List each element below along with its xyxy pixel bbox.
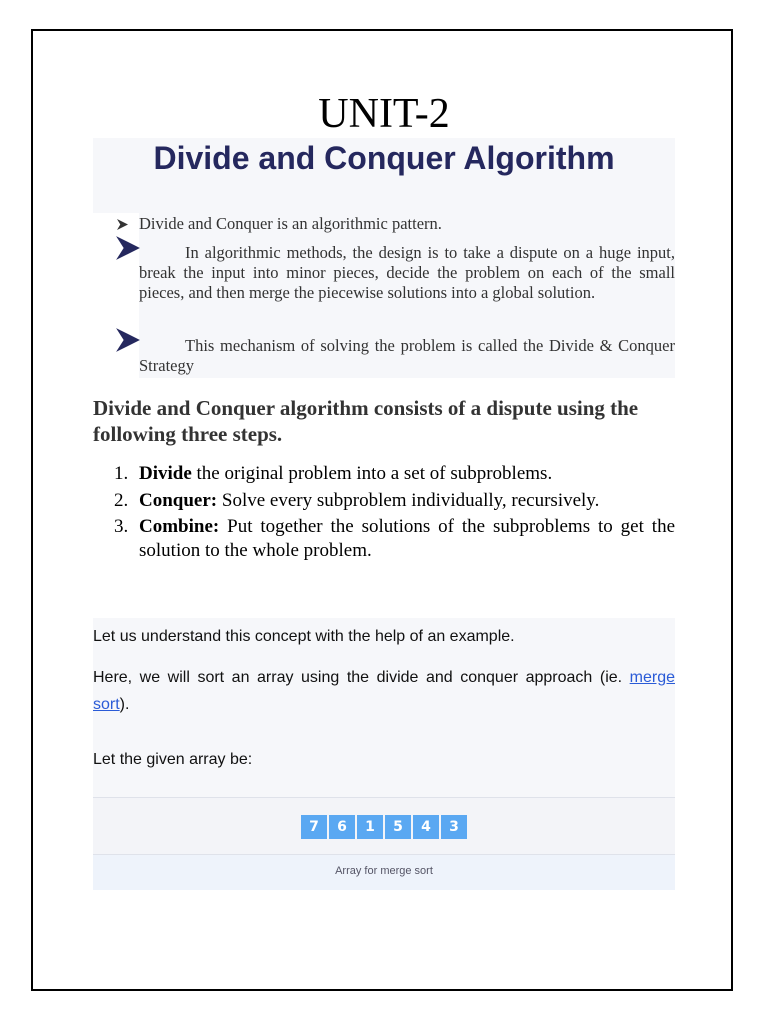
step-text: Solve every subproblem individually, recursively.	[217, 489, 600, 511]
intro-bullet-2	[93, 235, 675, 325]
example-intro: Let us understand this concept with the help of an example.	[93, 628, 515, 645]
steps-heading: Divide and Conquer algorithm consists of a dispute using the following three steps.	[93, 396, 639, 446]
unit-title: UNIT-2	[318, 91, 450, 137]
array-cell: 4	[413, 815, 439, 839]
arrow-bullet-icon	[115, 327, 141, 353]
intro-section	[93, 138, 675, 378]
example-section	[93, 618, 675, 890]
step-number: 2.	[114, 489, 129, 511]
array-cell: 3	[441, 815, 467, 839]
bullet-text: This mechanism of solving the problem is called the Divide & Conquer Strategy	[139, 336, 675, 375]
example-text-end: ).	[119, 696, 130, 713]
step-text: the original problem into a set of subproblems.	[191, 463, 553, 484]
step-number: 3.	[114, 516, 129, 537]
step-text: Put together the solutions of the subproblems to get the solution to the whole problem.	[139, 516, 675, 561]
array-cells	[301, 815, 467, 839]
bullet-text: Divide and Conquer is an algorithmic pattern.	[139, 214, 442, 233]
array-cell: 7	[301, 815, 327, 839]
arrow-bullet-icon	[115, 235, 141, 261]
array-cell: 1	[357, 815, 383, 839]
bullet-text: In algorithmic methods, the design is to take a dispute on a huge input, break the input into minor pieces, decide the problem on each of the small pieces, and then merge the piecewise solutions into a global solution.	[139, 243, 675, 302]
example-text: Here, we will sort an array using the divide and conquer approach (ie.	[93, 669, 630, 686]
main-title: Divide and Conquer Algorithm	[153, 140, 615, 176]
example-paragraph	[93, 664, 675, 718]
array-cell: 5	[385, 815, 411, 839]
array-figure	[93, 797, 675, 890]
step-divide	[93, 462, 675, 486]
intro-bullet-3	[93, 327, 675, 377]
intro-bullet-1	[93, 214, 675, 234]
steps-list	[93, 462, 675, 565]
step-term: Combine:	[139, 516, 220, 537]
step-term: Conquer:	[139, 489, 218, 511]
figure-caption: Array for merge sort	[93, 855, 675, 890]
step-term: Divide	[139, 463, 192, 484]
array-figure-body	[93, 797, 675, 855]
step-conquer	[93, 489, 675, 513]
step-number: 1.	[114, 463, 129, 484]
array-intro: Let the given array be:	[93, 751, 253, 768]
arrow-bullet-icon	[117, 219, 128, 230]
step-combine	[93, 515, 675, 562]
merge-sort-link[interactable]: merge sort	[93, 669, 675, 713]
array-cell: 6	[329, 815, 355, 839]
